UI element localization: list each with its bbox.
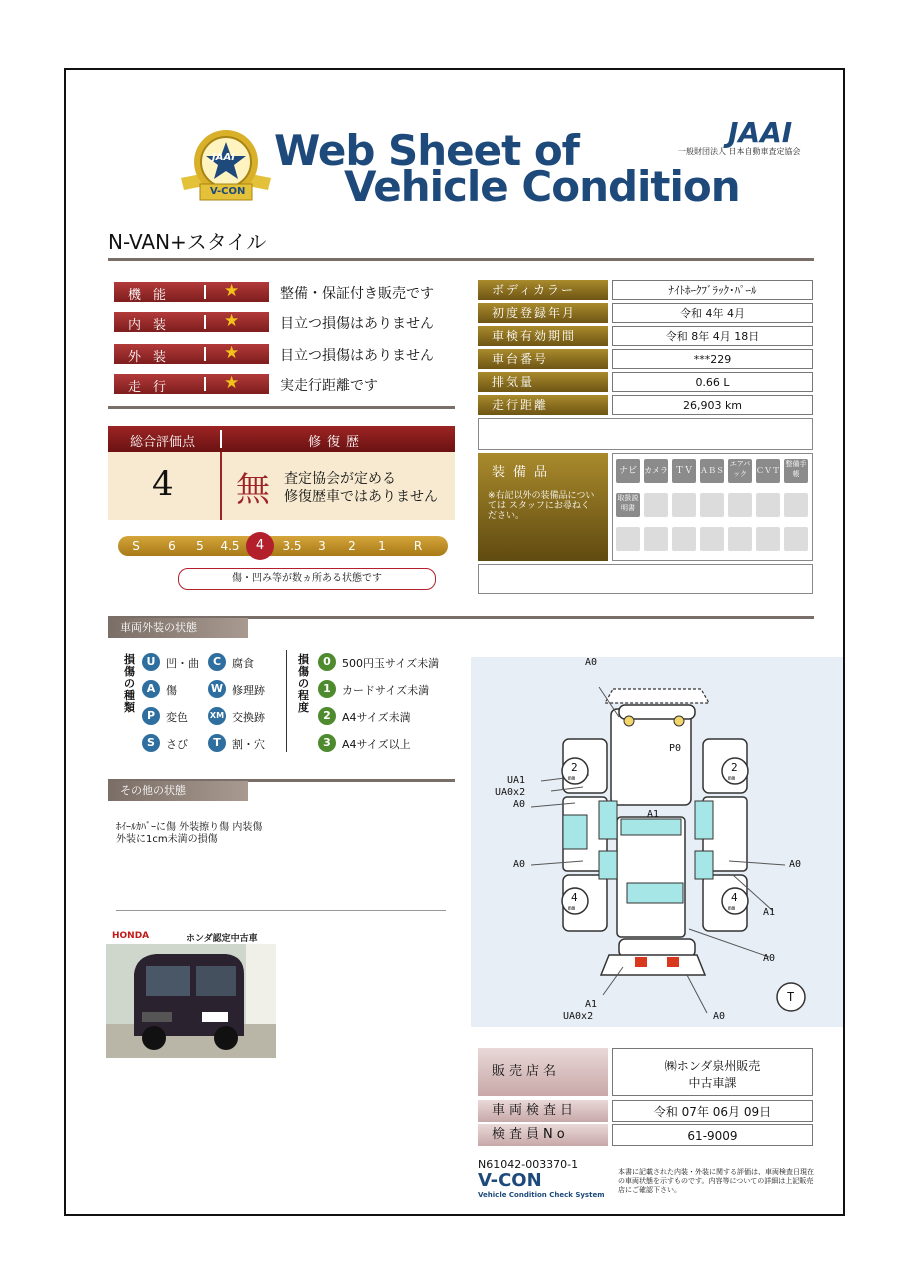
other-line-2: 外装に1cm未満の損傷 (116, 834, 218, 845)
equip-maintenance-book: 整備手帳 (784, 459, 808, 483)
equip-empty (672, 493, 696, 517)
sheet-id: N61042-003370-1 (478, 1158, 579, 1171)
other-line-1: ﾎｲｰﾙｶﾊﾞｰに傷 外装擦り傷 内装傷 (116, 822, 263, 833)
model-name: N-VAN+スタイル (108, 230, 267, 254)
vehicle-photo (106, 930, 276, 1058)
star-icon: ★ (224, 343, 240, 363)
label-ua1: UA1 (507, 775, 526, 786)
equip-empty (756, 493, 780, 517)
scale-6: 6 (168, 539, 176, 553)
label-ua0x2-bottom: UA0x2 (563, 1011, 594, 1022)
degree-3-label: A4サイズ以上 (342, 738, 411, 751)
seal-logo: JAAI (212, 152, 235, 163)
selected-score: 4 (246, 532, 274, 560)
equipment-note: ※右記以外の装備品については スタッフにお尋ねください。 (488, 491, 595, 521)
category-desc: 実走行距離です (280, 378, 378, 394)
degree-1-label: カードサイズ未満 (342, 684, 430, 697)
equipment-panel (478, 453, 813, 561)
repair-text-1: 査定協会が定める (284, 471, 396, 487)
degree-2-label: A4サイズ未満 (342, 711, 411, 724)
store-name-1: ㈱ホンダ泉州販売 (664, 1059, 761, 1073)
overall-score: 4 (152, 464, 174, 504)
scale-3: 3 (318, 539, 326, 553)
equip-empty (700, 527, 724, 551)
title-line-2: Vehicle Condition (344, 162, 740, 211)
equip-empty (756, 527, 780, 551)
code-w-label: 修理跡 (232, 684, 265, 697)
repair-text-2: 修復歴車ではありません (284, 489, 438, 505)
tire-depth-fl: 2 (571, 761, 578, 774)
scale-s: S (132, 539, 140, 553)
equip-empty (784, 527, 808, 551)
title-line-1: Web Sheet of (274, 126, 579, 175)
tire-unit: mm (568, 905, 576, 912)
scale-1: 1 (378, 539, 386, 553)
jaai-logo: JAAI (728, 116, 793, 149)
damage-type-title: 損傷の種類 (124, 653, 135, 714)
scale-r: R (413, 539, 423, 553)
code-t-icon: T (208, 734, 226, 752)
code-u-label: 凹・曲 (166, 657, 199, 670)
divider (204, 285, 206, 299)
category-label: 内装 (128, 318, 179, 333)
category-function (114, 282, 269, 302)
score-scale (118, 536, 448, 556)
spec-value: 令和 4年 4月 (612, 303, 813, 323)
equipment-extra-box (478, 564, 813, 594)
category-desc: 目立つ損傷はありません (280, 348, 434, 364)
category-label: 外装 (128, 350, 179, 365)
equip-cvt: ＣＶＴ (756, 459, 780, 483)
damage-diagram (471, 657, 843, 1027)
code-a-icon: A (142, 680, 160, 698)
tire-unit: mm (568, 775, 576, 782)
equip-empty (728, 527, 752, 551)
scale-4-5: 4.5 (220, 539, 240, 553)
equip-abs: ＡＢＳ (700, 459, 724, 483)
exterior-section-tab: 車両外装の状態 (108, 618, 248, 638)
spec-label: 車検有効期間 (478, 326, 608, 346)
scale-2: 2 (348, 539, 356, 553)
equipment-title: 装備品 (492, 465, 556, 480)
scale-5: 5 (196, 539, 204, 553)
tire-depth-fr: 2 (731, 761, 738, 774)
spec-label: 初度登録年月 (478, 303, 608, 323)
label-a0-top: A0 (585, 657, 598, 668)
inspector-number: 61-9009 (612, 1124, 813, 1146)
tire-unit: mm (728, 775, 736, 782)
damage-degree-title: 損傷の程度 (298, 653, 309, 714)
code-w-icon: W (208, 680, 226, 698)
store-name-2: 中古車課 (688, 1076, 737, 1090)
label-a1-center: A1 (647, 809, 660, 820)
label-a0-left-1: A0 (513, 799, 526, 810)
label-a1-bottom: A1 (585, 999, 598, 1010)
car-outline (471, 657, 843, 1027)
other-section-tab: その他の状態 (108, 781, 248, 801)
code-p-icon: P (142, 707, 160, 725)
spec-value: ***229 (612, 349, 813, 369)
store-name (612, 1048, 813, 1096)
header-divider (220, 430, 222, 448)
code-xm-label: 交換跡 (232, 711, 265, 724)
equip-manual: 取扱説明書 (616, 493, 640, 517)
star-icon: ★ (224, 281, 240, 301)
rating-body (108, 452, 455, 520)
spec-label: ボディカラー (478, 280, 608, 300)
spec-value: 令和 8年 4月 18日 (612, 326, 813, 346)
divider (204, 377, 206, 391)
category-exterior (114, 344, 269, 364)
star-icon: ★ (224, 311, 240, 331)
equip-empty (784, 493, 808, 517)
scale-3-5: 3.5 (282, 539, 302, 553)
equip-airbag: エアバック (728, 459, 752, 483)
code-xm-icon: XM (208, 707, 226, 725)
equip-camera: カメラ (644, 459, 668, 483)
inspection-date: 令和 07年 06月 09日 (612, 1100, 813, 1122)
score-description: 傷・凹み等が数ヵ所ある状態です (178, 568, 436, 590)
label-a0-right-1: A0 (789, 859, 802, 870)
label-a0-left-2: A0 (513, 859, 526, 870)
equip-empty (728, 493, 752, 517)
category-interior (114, 312, 269, 332)
equip-tv: ＴＶ (672, 459, 696, 483)
category-driving (114, 374, 269, 394)
other-bottom-rule (116, 910, 446, 911)
store-label: 販売店名 (478, 1048, 608, 1096)
score-header: 総合評価点 (130, 435, 196, 450)
label-p0: P0 (669, 743, 682, 754)
degree-3-icon: 3 (318, 734, 336, 752)
inspection-label: 車両検査日 (478, 1100, 608, 1122)
v-con-seal (176, 126, 276, 206)
code-u-icon: U (142, 653, 160, 671)
code-s-icon: S (142, 734, 160, 752)
degree-0-icon: 0 (318, 653, 336, 671)
v-con-logo: V-CON (478, 1170, 542, 1191)
category-desc: 目立つ損傷はありません (280, 316, 434, 332)
equip-empty (616, 527, 640, 551)
divider (204, 347, 206, 361)
repair-mark: 無 (236, 470, 270, 510)
code-c-icon: C (208, 653, 226, 671)
category-label: 機能 (128, 288, 179, 303)
category-label: 走行 (128, 380, 179, 395)
label-ua0x2: UA0x2 (495, 787, 526, 798)
code-s-label: さび (166, 738, 188, 751)
disclaimer: 本書に記載された内装・外装に関する評価は、車両検査日現在の車両状態を示すものです。内容等についての詳細は上記販売店にご確認下さい。 (618, 1168, 814, 1194)
condition-sheet (64, 68, 845, 1216)
label-a1-right: A1 (763, 907, 776, 918)
org-name: 一般財団法人 日本自動車査定協会 (678, 147, 801, 156)
spec-extra-box (478, 418, 813, 450)
tire-depth-rr: 4 (731, 891, 738, 904)
vehicle-illustration (106, 944, 276, 1058)
code-c-label: 腐食 (232, 657, 254, 670)
star-icon: ★ (224, 373, 240, 393)
honda-logo: HONDA (112, 931, 150, 941)
body-divider (220, 452, 222, 520)
seal-text: V-CON (210, 186, 246, 197)
equip-empty (644, 527, 668, 551)
category-rule (108, 406, 455, 409)
equip-empty (672, 527, 696, 551)
degree-2-icon: 2 (318, 707, 336, 725)
spec-label: 排気量 (478, 372, 608, 392)
code-t-label: 割・穴 (232, 738, 265, 751)
label-a0-bottom: A0 (713, 1011, 726, 1022)
legend-divider (286, 650, 287, 752)
v-con-tagline: Vehicle Condition Check System (478, 1191, 605, 1199)
equip-empty (700, 493, 724, 517)
repair-header: 修復歴 (308, 435, 366, 450)
equip-empty (644, 493, 668, 517)
code-p-label: 変色 (166, 711, 188, 724)
spec-value: 26,903 km (612, 395, 813, 415)
spec-value: 0.66 L (612, 372, 813, 392)
photo-caption: ホンダ認定中古車 (186, 934, 258, 944)
degree-1-icon: 1 (318, 680, 336, 698)
tire-unit: mm (728, 905, 736, 912)
rating-header (108, 426, 455, 452)
equip-navi: ナビ (616, 459, 640, 483)
category-desc: 整備・保証付き販売です (280, 286, 434, 302)
spec-label: 車台番号 (478, 349, 608, 369)
degree-0-label: 500円玉サイズ未満 (342, 657, 440, 670)
model-rule (108, 258, 814, 261)
code-a-label: 傷 (166, 684, 177, 697)
t-mark: T (787, 990, 795, 1004)
tire-depth-rl: 4 (571, 891, 578, 904)
spec-value: ﾅｲﾄﾎｰｸﾌﾞﾗｯｸ･ﾊﾟｰﾙ (612, 280, 813, 300)
label-a0-right-2: A0 (763, 953, 776, 964)
divider (204, 315, 206, 329)
spec-label: 走行距離 (478, 395, 608, 415)
inspector-label: 検査員No (478, 1124, 608, 1146)
